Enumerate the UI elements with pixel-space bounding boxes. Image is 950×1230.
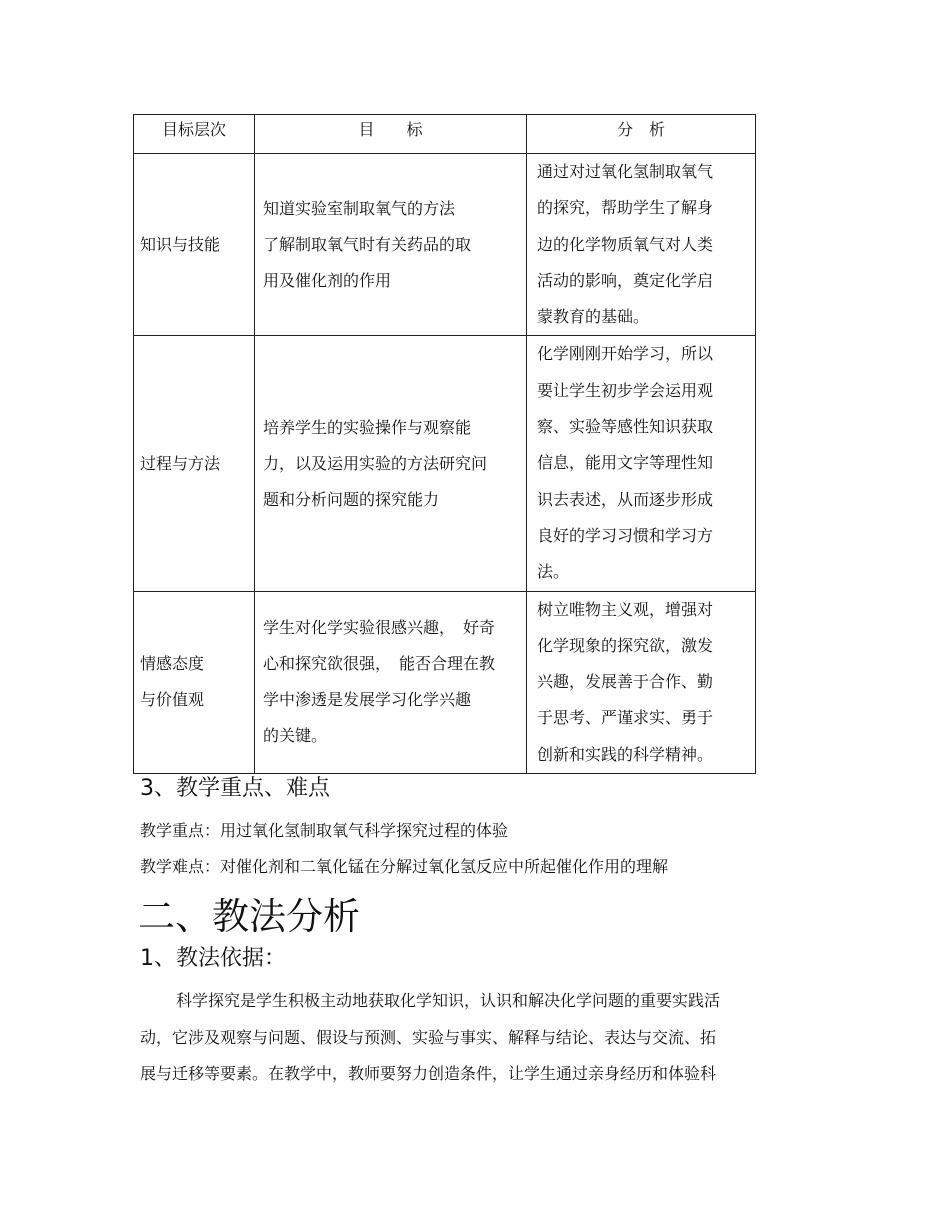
cell-line: 题和分析问题的探究能力 (263, 489, 440, 509)
sub-heading-method-basis: 1、教法依据： (140, 946, 286, 971)
header-objective-level: 目标层次 (134, 115, 255, 154)
cell-line: 蒙教育的基础。 (537, 307, 650, 327)
analysis-cell (527, 336, 756, 591)
objective-cell (255, 591, 527, 773)
paragraph-line: 展与迁移等要素。在教学中，教师要努力创造条件，让学生通过亲身经历和体验科 (140, 1064, 717, 1083)
cell-line: 与价值观 (140, 690, 205, 710)
paragraph-line: 科学探究是学生积极主动地获取化学知识，认识和解决化学问题的重要实践活 (176, 991, 721, 1010)
header-objective: 目 标 (255, 115, 527, 154)
cell-line: 树立唯物主义观，增强对 (537, 599, 714, 619)
cell-line: 学中渗透是发展学习化学兴趣 (263, 690, 472, 710)
objective-level-cell (134, 336, 255, 591)
cell-line: 活动的影响，奠定化学启 (537, 270, 714, 290)
teaching-key-point: 教学重点：用过氧化氢制取氧气科学探究过程的体验 (140, 821, 509, 840)
cell-line: 知道实验室制取氧气的方法 (263, 198, 456, 218)
table-row (134, 591, 756, 773)
table-row (134, 154, 756, 336)
cell-line: 良好的学习习惯和学习方 (537, 525, 714, 545)
objective-level-cell (134, 591, 255, 773)
body-paragraph (140, 983, 780, 1093)
cell-line: 识去表述，从而逐步形成 (537, 489, 714, 509)
objective-cell (255, 154, 527, 336)
cell-line: 于思考、严谨求实、勇于 (537, 708, 714, 728)
section-heading-key-points: 3、教学重点、难点 (140, 776, 330, 801)
cell-line: 兴趣，发展善于合作、勤 (537, 672, 714, 692)
table-header-row (134, 115, 756, 154)
cell-line: 力，以及运用实验的方法研究问 (263, 453, 488, 473)
cell-line: 过程与方法 (140, 453, 221, 473)
cell-line: 化学现象的探究欲，激发 (537, 635, 714, 655)
cell-line: 法。 (537, 562, 570, 582)
cell-line: 学生对化学实验很感兴趣， 好奇 (263, 618, 496, 638)
objective-level-cell (134, 154, 255, 336)
paragraph-line: 动，它涉及观察与问题、假设与预测、实验与事实、解释与结论、表达与交流、拓 (140, 1027, 717, 1047)
cell-line: 情感态度 (140, 654, 205, 674)
cell-line: 知识与技能 (140, 234, 221, 254)
table-row (134, 336, 756, 591)
analysis-cell (527, 591, 756, 773)
cell-line: 的关键。 (263, 726, 328, 746)
cell-line: 的探究，帮助学生了解身 (537, 198, 714, 218)
cell-line: 要让学生初步学会运用观 (537, 380, 714, 400)
cell-line: 用及催化剂的作用 (263, 270, 392, 290)
header-analysis: 分 析 (527, 115, 756, 154)
cell-line: 了解制取氧气时有关药品的取 (263, 234, 472, 254)
teaching-difficult-point: 教学难点：对催化剂和二氧化锰在分解过氧化氢反应中所起催化作用的理解 (140, 857, 669, 876)
chapter-heading-teaching-method: 二、教法分析 (138, 895, 360, 938)
cell-line: 通过对过氧化氢制取氧气 (537, 162, 714, 181)
cell-line: 信息，能用文字等理性知 (537, 453, 714, 473)
cell-line: 培养学生的实验操作与观察能 (263, 417, 472, 437)
cell-line: 创新和实践的科学精神。 (537, 744, 714, 764)
analysis-cell (527, 154, 756, 336)
cell-line: 察、实验等感性知识获取 (537, 417, 714, 437)
teaching-objectives-table (133, 114, 756, 774)
cell-line: 心和探究欲很强， 能否合理在教 (263, 654, 496, 674)
objective-cell (255, 336, 527, 591)
cell-line: 化学刚刚开始学习，所以 (537, 344, 714, 364)
cell-line: 边的化学物质氧气对人类 (537, 234, 714, 254)
